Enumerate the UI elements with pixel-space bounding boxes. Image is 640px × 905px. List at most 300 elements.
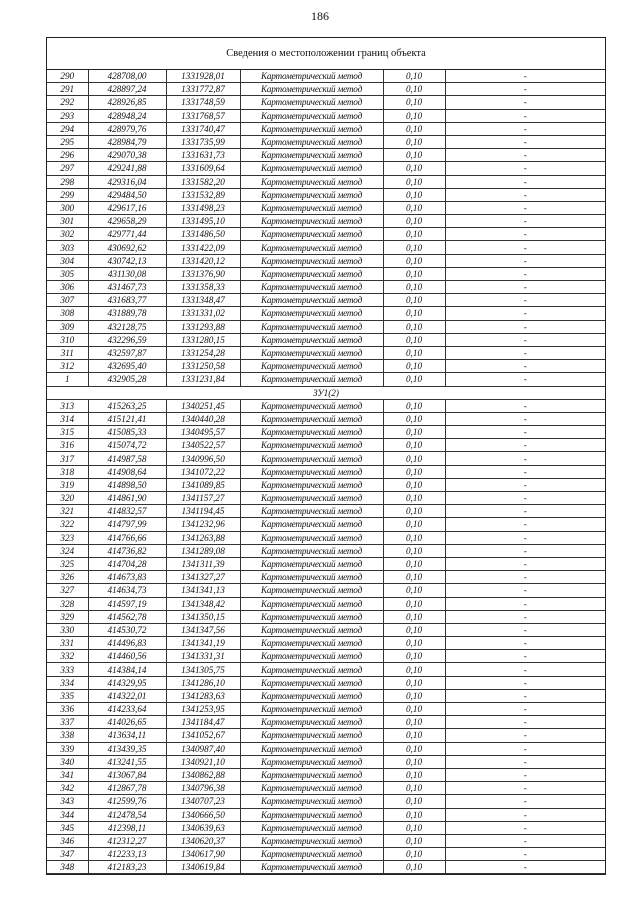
method-cell: Картометрический метод bbox=[240, 689, 383, 702]
x-coordinate: 429658,29 bbox=[88, 215, 166, 228]
table-row bbox=[47, 162, 605, 175]
description-cell: - bbox=[445, 755, 605, 768]
description-cell: - bbox=[445, 742, 605, 755]
table-row bbox=[47, 333, 605, 346]
description-cell: - bbox=[445, 729, 605, 742]
table-row bbox=[47, 557, 605, 570]
description-cell: - bbox=[445, 795, 605, 808]
method-cell: Картометрический метод bbox=[240, 531, 383, 544]
method-cell: Картометрический метод bbox=[240, 452, 383, 465]
accuracy-cell: 0,10 bbox=[383, 716, 445, 729]
method-cell: Картометрический метод bbox=[240, 597, 383, 610]
description-cell: - bbox=[445, 162, 605, 175]
y-coordinate: 1331486,50 bbox=[166, 228, 240, 241]
method-cell: Картометрический метод bbox=[240, 768, 383, 781]
x-coordinate: 414384,14 bbox=[88, 663, 166, 676]
point-number: 321 bbox=[47, 505, 88, 518]
table-row bbox=[47, 834, 605, 847]
accuracy-cell: 0,10 bbox=[383, 663, 445, 676]
description-cell: - bbox=[445, 320, 605, 333]
point-number: 330 bbox=[47, 623, 88, 636]
point-number: 299 bbox=[47, 188, 88, 201]
accuracy-cell: 0,10 bbox=[383, 373, 445, 386]
point-number: 334 bbox=[47, 676, 88, 689]
point-number: 304 bbox=[47, 254, 88, 267]
table-row bbox=[47, 267, 605, 280]
method-cell: Картометрический метод bbox=[240, 333, 383, 346]
point-number: 295 bbox=[47, 135, 88, 148]
y-coordinate: 1341194,45 bbox=[166, 505, 240, 518]
description-cell: - bbox=[445, 623, 605, 636]
table-row bbox=[47, 782, 605, 795]
accuracy-cell: 0,10 bbox=[383, 267, 445, 280]
table-row bbox=[47, 492, 605, 505]
table-row bbox=[47, 228, 605, 241]
x-coordinate: 412183,23 bbox=[88, 861, 166, 874]
accuracy-cell: 0,10 bbox=[383, 149, 445, 162]
method-cell: Картометрический метод bbox=[240, 703, 383, 716]
x-coordinate: 432905,28 bbox=[88, 373, 166, 386]
method-cell: Картометрический метод bbox=[240, 505, 383, 518]
y-coordinate: 1341289,08 bbox=[166, 544, 240, 557]
accuracy-cell: 0,10 bbox=[383, 360, 445, 373]
description-cell: - bbox=[445, 650, 605, 663]
y-coordinate: 1331348,47 bbox=[166, 294, 240, 307]
x-coordinate: 428926,85 bbox=[88, 96, 166, 109]
description-cell: - bbox=[445, 360, 605, 373]
y-coordinate: 1331331,02 bbox=[166, 307, 240, 320]
point-number: 327 bbox=[47, 584, 88, 597]
table-row bbox=[47, 215, 605, 228]
table-row bbox=[47, 412, 605, 425]
y-coordinate: 1331748,59 bbox=[166, 96, 240, 109]
y-coordinate: 1341157,27 bbox=[166, 492, 240, 505]
accuracy-cell: 0,10 bbox=[383, 808, 445, 821]
y-coordinate: 1341348,42 bbox=[166, 597, 240, 610]
method-cell: Картометрический метод bbox=[240, 478, 383, 491]
description-cell: - bbox=[445, 135, 605, 148]
point-number: 343 bbox=[47, 795, 88, 808]
y-coordinate: 1331231,84 bbox=[166, 373, 240, 386]
table-row bbox=[47, 571, 605, 584]
point-number: 319 bbox=[47, 478, 88, 491]
point-number: 308 bbox=[47, 307, 88, 320]
x-coordinate: 414496,83 bbox=[88, 637, 166, 650]
table-row bbox=[47, 676, 605, 689]
accuracy-cell: 0,10 bbox=[383, 162, 445, 175]
accuracy-cell: 0,10 bbox=[383, 333, 445, 346]
point-number: 311 bbox=[47, 346, 88, 359]
description-cell: - bbox=[445, 557, 605, 570]
method-cell: Картометрический метод bbox=[240, 544, 383, 557]
description-cell: - bbox=[445, 518, 605, 531]
point-number: 335 bbox=[47, 689, 88, 702]
method-cell: Картометрический метод bbox=[240, 650, 383, 663]
y-coordinate: 1331495,10 bbox=[166, 215, 240, 228]
method-cell: Картометрический метод bbox=[240, 584, 383, 597]
y-coordinate: 1341253,95 bbox=[166, 703, 240, 716]
description-cell: - bbox=[445, 808, 605, 821]
x-coordinate: 414766,66 bbox=[88, 531, 166, 544]
x-coordinate: 414861,90 bbox=[88, 492, 166, 505]
y-coordinate: 1341072,22 bbox=[166, 465, 240, 478]
table-row bbox=[47, 70, 605, 83]
table-row bbox=[47, 175, 605, 188]
description-cell: - bbox=[445, 83, 605, 96]
x-coordinate: 432128,75 bbox=[88, 320, 166, 333]
description-cell: - bbox=[445, 637, 605, 650]
coordinates-table bbox=[47, 70, 605, 874]
point-number: 328 bbox=[47, 597, 88, 610]
point-number: 315 bbox=[47, 426, 88, 439]
method-cell: Картометрический метод bbox=[240, 267, 383, 280]
y-coordinate: 1340796,38 bbox=[166, 782, 240, 795]
table-row bbox=[47, 768, 605, 781]
x-coordinate: 413439,35 bbox=[88, 742, 166, 755]
method-cell: Картометрический метод bbox=[240, 254, 383, 267]
method-cell: Картометрический метод bbox=[240, 412, 383, 425]
method-cell: Картометрический метод bbox=[240, 663, 383, 676]
x-coordinate: 431130,08 bbox=[88, 267, 166, 280]
method-cell: Картометрический метод bbox=[240, 848, 383, 861]
table-row bbox=[47, 439, 605, 452]
y-coordinate: 1341286,10 bbox=[166, 676, 240, 689]
y-coordinate: 1341331,31 bbox=[166, 650, 240, 663]
x-coordinate: 431889,78 bbox=[88, 307, 166, 320]
description-cell: - bbox=[445, 109, 605, 122]
accuracy-cell: 0,10 bbox=[383, 294, 445, 307]
accuracy-cell: 0,10 bbox=[383, 544, 445, 557]
description-cell: - bbox=[445, 689, 605, 702]
table-row bbox=[47, 465, 605, 478]
y-coordinate: 1331422,09 bbox=[166, 241, 240, 254]
y-coordinate: 1340921,10 bbox=[166, 755, 240, 768]
description-cell: - bbox=[445, 834, 605, 847]
y-coordinate: 1331280,15 bbox=[166, 333, 240, 346]
x-coordinate: 414797,99 bbox=[88, 518, 166, 531]
point-number: 332 bbox=[47, 650, 88, 663]
method-cell: Картометрический метод bbox=[240, 228, 383, 241]
x-coordinate: 431683,77 bbox=[88, 294, 166, 307]
x-coordinate: 429617,16 bbox=[88, 201, 166, 214]
method-cell: Картометрический метод bbox=[240, 175, 383, 188]
point-number: 323 bbox=[47, 531, 88, 544]
accuracy-cell: 0,10 bbox=[383, 689, 445, 702]
accuracy-cell: 0,10 bbox=[383, 782, 445, 795]
x-coordinate: 428948,24 bbox=[88, 109, 166, 122]
y-coordinate: 1341263,88 bbox=[166, 531, 240, 544]
method-cell: Картометрический метод bbox=[240, 70, 383, 83]
accuracy-cell: 0,10 bbox=[383, 584, 445, 597]
point-number: 290 bbox=[47, 70, 88, 83]
y-coordinate: 1331293,88 bbox=[166, 320, 240, 333]
y-coordinate: 1340639,63 bbox=[166, 821, 240, 834]
accuracy-cell: 0,10 bbox=[383, 320, 445, 333]
y-coordinate: 1331735,99 bbox=[166, 135, 240, 148]
point-number: 348 bbox=[47, 861, 88, 874]
accuracy-cell: 0,10 bbox=[383, 703, 445, 716]
table-row bbox=[47, 373, 605, 386]
method-cell: Картометрический метод bbox=[240, 439, 383, 452]
y-coordinate: 1331250,58 bbox=[166, 360, 240, 373]
accuracy-cell: 0,10 bbox=[383, 821, 445, 834]
y-coordinate: 1341052,67 bbox=[166, 729, 240, 742]
point-number: 307 bbox=[47, 294, 88, 307]
point-number: 340 bbox=[47, 755, 88, 768]
method-cell: Картометрический метод bbox=[240, 307, 383, 320]
y-coordinate: 1340522,57 bbox=[166, 439, 240, 452]
accuracy-cell: 0,10 bbox=[383, 623, 445, 636]
x-coordinate: 414704,28 bbox=[88, 557, 166, 570]
table-row bbox=[47, 96, 605, 109]
description-cell: - bbox=[445, 333, 605, 346]
method-cell: Картометрический метод bbox=[240, 135, 383, 148]
table-row bbox=[47, 360, 605, 373]
point-number: 313 bbox=[47, 399, 88, 412]
table-row bbox=[47, 716, 605, 729]
method-cell: Картометрический метод bbox=[240, 426, 383, 439]
method-cell: Картометрический метод bbox=[240, 281, 383, 294]
table-row bbox=[47, 808, 605, 821]
table-row bbox=[47, 320, 605, 333]
x-coordinate: 430742,13 bbox=[88, 254, 166, 267]
table-row bbox=[47, 149, 605, 162]
point-number: 300 bbox=[47, 201, 88, 214]
accuracy-cell: 0,10 bbox=[383, 426, 445, 439]
description-cell: - bbox=[445, 346, 605, 359]
coordinates-sheet bbox=[46, 37, 606, 875]
y-coordinate: 1341327,27 bbox=[166, 571, 240, 584]
accuracy-cell: 0,10 bbox=[383, 307, 445, 320]
x-coordinate: 413634,11 bbox=[88, 729, 166, 742]
x-coordinate: 414329,95 bbox=[88, 676, 166, 689]
description-cell: - bbox=[445, 610, 605, 623]
x-coordinate: 414562,78 bbox=[88, 610, 166, 623]
y-coordinate: 1331376,90 bbox=[166, 267, 240, 280]
x-coordinate: 414460,56 bbox=[88, 650, 166, 663]
description-cell: - bbox=[445, 373, 605, 386]
table-row bbox=[47, 663, 605, 676]
accuracy-cell: 0,10 bbox=[383, 399, 445, 412]
x-coordinate: 428708,00 bbox=[88, 70, 166, 83]
table-header-title: Сведения о местоположении границ объекта bbox=[47, 38, 605, 70]
y-coordinate: 1331928,01 bbox=[166, 70, 240, 83]
section-label: ЗУ1(2) bbox=[47, 386, 605, 399]
description-cell: - bbox=[445, 188, 605, 201]
x-coordinate: 415074,72 bbox=[88, 439, 166, 452]
accuracy-cell: 0,10 bbox=[383, 597, 445, 610]
method-cell: Картометрический метод bbox=[240, 808, 383, 821]
description-cell: - bbox=[445, 861, 605, 874]
y-coordinate: 1340617,90 bbox=[166, 848, 240, 861]
table-row bbox=[47, 346, 605, 359]
point-number: 342 bbox=[47, 782, 88, 795]
accuracy-cell: 0,10 bbox=[383, 109, 445, 122]
method-cell: Картометрический метод bbox=[240, 755, 383, 768]
accuracy-cell: 0,10 bbox=[383, 201, 445, 214]
method-cell: Картометрический метод bbox=[240, 716, 383, 729]
y-coordinate: 1331582,20 bbox=[166, 175, 240, 188]
x-coordinate: 429484,50 bbox=[88, 188, 166, 201]
method-cell: Картометрический метод bbox=[240, 676, 383, 689]
x-coordinate: 414530,72 bbox=[88, 623, 166, 636]
table-row bbox=[47, 83, 605, 96]
accuracy-cell: 0,10 bbox=[383, 729, 445, 742]
x-coordinate: 430692,62 bbox=[88, 241, 166, 254]
accuracy-cell: 0,10 bbox=[383, 768, 445, 781]
description-cell: - bbox=[445, 821, 605, 834]
y-coordinate: 1331740,47 bbox=[166, 122, 240, 135]
y-coordinate: 1341341,13 bbox=[166, 584, 240, 597]
method-cell: Картометрический метод bbox=[240, 637, 383, 650]
page-number: 186 bbox=[311, 9, 329, 23]
method-cell: Картометрический метод bbox=[240, 571, 383, 584]
description-cell: - bbox=[445, 254, 605, 267]
description-cell: - bbox=[445, 782, 605, 795]
table-row bbox=[47, 544, 605, 557]
x-coordinate: 432695,40 bbox=[88, 360, 166, 373]
x-coordinate: 412867,78 bbox=[88, 782, 166, 795]
table-row bbox=[47, 241, 605, 254]
y-coordinate: 1341350,15 bbox=[166, 610, 240, 623]
x-coordinate: 414673,83 bbox=[88, 571, 166, 584]
point-number: 325 bbox=[47, 557, 88, 570]
table-row bbox=[47, 861, 605, 874]
point-number: 306 bbox=[47, 281, 88, 294]
method-cell: Картометрический метод bbox=[240, 610, 383, 623]
x-coordinate: 431467,73 bbox=[88, 281, 166, 294]
accuracy-cell: 0,10 bbox=[383, 531, 445, 544]
table-row bbox=[47, 478, 605, 491]
point-number: 331 bbox=[47, 637, 88, 650]
x-coordinate: 413241,55 bbox=[88, 755, 166, 768]
x-coordinate: 429070,38 bbox=[88, 149, 166, 162]
point-number: 339 bbox=[47, 742, 88, 755]
x-coordinate: 414832,57 bbox=[88, 505, 166, 518]
description-cell: - bbox=[445, 848, 605, 861]
point-number: 317 bbox=[47, 452, 88, 465]
accuracy-cell: 0,10 bbox=[383, 755, 445, 768]
accuracy-cell: 0,10 bbox=[383, 412, 445, 425]
table-row bbox=[47, 505, 605, 518]
method-cell: Картометрический метод bbox=[240, 201, 383, 214]
table-row bbox=[47, 584, 605, 597]
point-number: 1 bbox=[47, 373, 88, 386]
description-cell: - bbox=[445, 307, 605, 320]
description-cell: - bbox=[445, 241, 605, 254]
accuracy-cell: 0,10 bbox=[383, 188, 445, 201]
table-row bbox=[47, 307, 605, 320]
y-coordinate: 1331358,33 bbox=[166, 281, 240, 294]
section-row bbox=[47, 386, 605, 399]
table-row bbox=[47, 650, 605, 663]
method-cell: Картометрический метод bbox=[240, 320, 383, 333]
y-coordinate: 1341311,39 bbox=[166, 557, 240, 570]
description-cell: - bbox=[445, 175, 605, 188]
description-cell: - bbox=[445, 452, 605, 465]
method-cell: Картометрический метод bbox=[240, 782, 383, 795]
point-number: 337 bbox=[47, 716, 88, 729]
x-coordinate: 412398,11 bbox=[88, 821, 166, 834]
x-coordinate: 428979,76 bbox=[88, 122, 166, 135]
description-cell: - bbox=[445, 505, 605, 518]
method-cell: Картометрический метод bbox=[240, 821, 383, 834]
y-coordinate: 1340862,88 bbox=[166, 768, 240, 781]
y-coordinate: 1340495,57 bbox=[166, 426, 240, 439]
description-cell: - bbox=[445, 399, 605, 412]
method-cell: Картометрический метод bbox=[240, 241, 383, 254]
description-cell: - bbox=[445, 294, 605, 307]
table-row bbox=[47, 518, 605, 531]
description-cell: - bbox=[445, 267, 605, 280]
table-row bbox=[47, 531, 605, 544]
description-cell: - bbox=[445, 703, 605, 716]
description-cell: - bbox=[445, 426, 605, 439]
accuracy-cell: 0,10 bbox=[383, 557, 445, 570]
table-row bbox=[47, 109, 605, 122]
description-cell: - bbox=[445, 571, 605, 584]
method-cell: Картометрический метод bbox=[240, 346, 383, 359]
x-coordinate: 429241,88 bbox=[88, 162, 166, 175]
description-cell: - bbox=[445, 492, 605, 505]
accuracy-cell: 0,10 bbox=[383, 254, 445, 267]
y-coordinate: 1331609,64 bbox=[166, 162, 240, 175]
description-cell: - bbox=[445, 584, 605, 597]
x-coordinate: 414233,64 bbox=[88, 703, 166, 716]
x-coordinate: 432597,87 bbox=[88, 346, 166, 359]
y-coordinate: 1341283,63 bbox=[166, 689, 240, 702]
accuracy-cell: 0,10 bbox=[383, 742, 445, 755]
y-coordinate: 1331631,73 bbox=[166, 149, 240, 162]
method-cell: Картометрический метод bbox=[240, 861, 383, 874]
x-coordinate: 414597,19 bbox=[88, 597, 166, 610]
method-cell: Картометрический метод bbox=[240, 162, 383, 175]
accuracy-cell: 0,10 bbox=[383, 650, 445, 663]
point-number: 298 bbox=[47, 175, 88, 188]
table-row bbox=[47, 122, 605, 135]
point-number: 347 bbox=[47, 848, 88, 861]
accuracy-cell: 0,10 bbox=[383, 676, 445, 689]
table-row bbox=[47, 201, 605, 214]
description-cell: - bbox=[445, 281, 605, 294]
point-number: 296 bbox=[47, 149, 88, 162]
y-coordinate: 1341232,96 bbox=[166, 518, 240, 531]
y-coordinate: 1331420,12 bbox=[166, 254, 240, 267]
description-cell: - bbox=[445, 201, 605, 214]
method-cell: Картометрический метод bbox=[240, 109, 383, 122]
y-coordinate: 1340251,45 bbox=[166, 399, 240, 412]
accuracy-cell: 0,10 bbox=[383, 465, 445, 478]
accuracy-cell: 0,10 bbox=[383, 518, 445, 531]
table-row bbox=[47, 399, 605, 412]
x-coordinate: 412478,54 bbox=[88, 808, 166, 821]
description-cell: - bbox=[445, 478, 605, 491]
x-coordinate: 412312,27 bbox=[88, 834, 166, 847]
table-row bbox=[47, 426, 605, 439]
point-number: 336 bbox=[47, 703, 88, 716]
description-cell: - bbox=[445, 768, 605, 781]
method-cell: Картометрический метод bbox=[240, 188, 383, 201]
accuracy-cell: 0,10 bbox=[383, 228, 445, 241]
accuracy-cell: 0,10 bbox=[383, 215, 445, 228]
x-coordinate: 415121,41 bbox=[88, 412, 166, 425]
accuracy-cell: 0,10 bbox=[383, 439, 445, 452]
x-coordinate: 412599,76 bbox=[88, 795, 166, 808]
description-cell: - bbox=[445, 663, 605, 676]
accuracy-cell: 0,10 bbox=[383, 83, 445, 96]
y-coordinate: 1340440,28 bbox=[166, 412, 240, 425]
method-cell: Картометрический метод bbox=[240, 96, 383, 109]
